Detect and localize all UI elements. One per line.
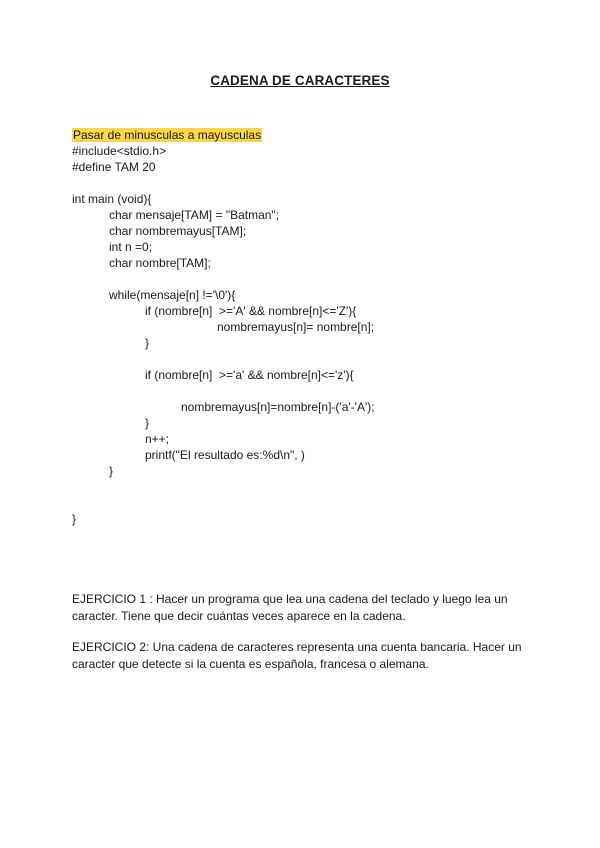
- document-title: CADENA DE CARACTERES: [210, 73, 390, 88]
- highlighted-subtitle: Pasar de minusculas a mayusculas: [73, 128, 262, 142]
- code-line: #define TAM 20: [72, 160, 156, 174]
- code-line: }: [145, 336, 150, 350]
- code-line: nombremayus[n]= nombre[n];: [217, 320, 375, 334]
- code-line: int n =0;: [109, 240, 153, 254]
- code-line: if (nombre[n] >='a' && nombre[n]<='z'){: [145, 368, 354, 382]
- code-line: printf("El resultado es:%d\n", ): [145, 448, 305, 462]
- code-line: nombremayus[n]=nombre[n]-('a'-'A');: [181, 400, 375, 414]
- code-line: char nombre[TAM];: [109, 256, 211, 270]
- code-line: #include<stdio.h>: [72, 144, 167, 158]
- exercise-1-text: EJERCICIO 1 : Hacer un programa que lea una cadena del teclado y luego lea un caracter. Tiene que decir cuántas veces aparece en la cadena.: [72, 592, 508, 623]
- code-line: int main (void){: [72, 192, 152, 206]
- code-line: char nombremayus[TAM];: [109, 224, 247, 238]
- code-line: if (nombre[n] >='A' && nombre[n]<='Z'){: [145, 304, 357, 318]
- code-line: }: [72, 512, 77, 526]
- code-line: char mensaje[TAM] = "Batman";: [109, 208, 280, 222]
- exercise-2-text: EJERCICIO 2: Una cadena de caracteres representa una cuenta bancaria. Hacer un caracter que detecte si la cuenta es española, francesa o alemana.: [72, 640, 522, 671]
- code-line: }: [145, 416, 150, 430]
- code-line: while(mensaje[n] !='\0'){: [109, 288, 236, 302]
- code-line: n++;: [145, 432, 170, 446]
- section-heading: [72, 127, 262, 143]
- code-line: }: [109, 464, 114, 478]
